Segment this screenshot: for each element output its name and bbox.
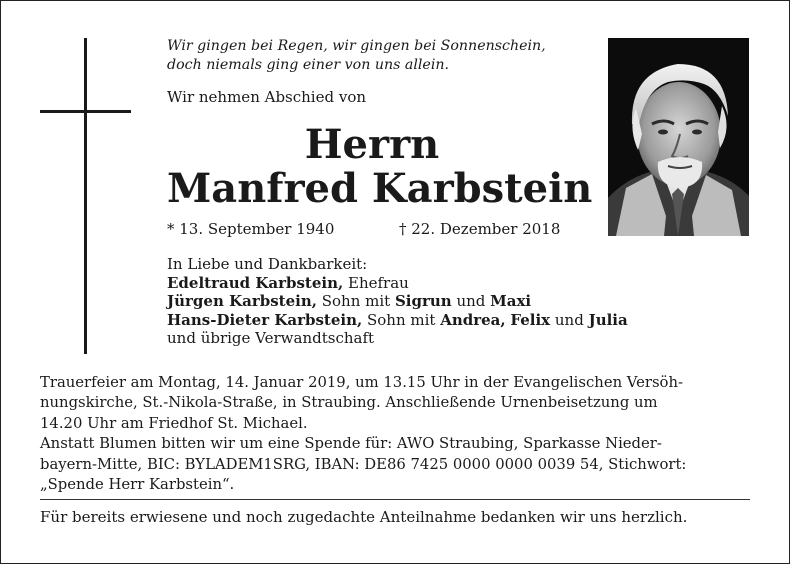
motto-line-1: Wir gingen bei Regen, wir gingen bei Sonnenschein,	[167, 38, 546, 54]
family-line-2: Jürgen Karbstein, Sohn mit Sigrun und Maxi	[167, 292, 532, 311]
family-heading: In Liebe und Dankbarkeit:	[167, 255, 368, 273]
motto-line-2: doch niemals ging einer von uns allein.	[167, 57, 450, 73]
salutation: Herrn	[304, 121, 440, 168]
family-member-name: Jürgen Karbstein,	[167, 292, 317, 311]
funeral-details	[40, 373, 750, 495]
service-line-1: Trauerfeier am Montag, 14. Januar 2019, um 13.15 Uhr in der Evangelischen Versöh-	[40, 374, 683, 391]
motto-verse	[167, 37, 546, 75]
family-line-3: Hans-Dieter Karbstein, Sohn mit Andrea, Felix und Julia	[167, 310, 628, 329]
service-line-3: 14.20 Uhr am Friedhof St. Michael.	[40, 414, 308, 432]
deceased-name: Manfred Karbstein	[167, 165, 593, 212]
death-date: † 22. Dezember 2018	[399, 220, 561, 238]
intro-text: Wir nehmen Abschied von	[167, 88, 367, 106]
family-block	[167, 255, 628, 348]
service-line-2: nungskirche, St.-Nikola-Straße, in Straubing. Anschließende Urnenbeisetzung um	[40, 394, 658, 412]
thanks-text: Für bereits erwiesene und noch zugedachte Anteilnahme bedanken wir uns herzlich.	[40, 508, 688, 526]
portrait-photo	[608, 38, 749, 236]
family-member-name: Hans-Dieter Karbstein,	[167, 310, 363, 329]
portrait-illustration	[608, 38, 749, 236]
family-line-4: und übrige Verwandtschaft	[167, 329, 375, 348]
donation-line-3: „Spende Herr Karbstein“.	[40, 476, 235, 494]
donation-line-2: bayern-Mitte, BIC: BYLADEM1SRG, IBAN: DE86 7425 0000 0000 0039 54, Stichwort:	[40, 455, 687, 473]
donation-line-1: Anstatt Blumen bitten wir um eine Spende für: AWO Straubing, Sparkasse Nieder-	[40, 435, 662, 453]
divider	[40, 499, 750, 500]
family-line-1: Edeltraud Karbstein, Ehefrau	[167, 273, 409, 292]
family-member-name: Edeltraud Karbstein,	[167, 273, 344, 292]
birth-date: * 13. September 1940	[167, 220, 335, 238]
